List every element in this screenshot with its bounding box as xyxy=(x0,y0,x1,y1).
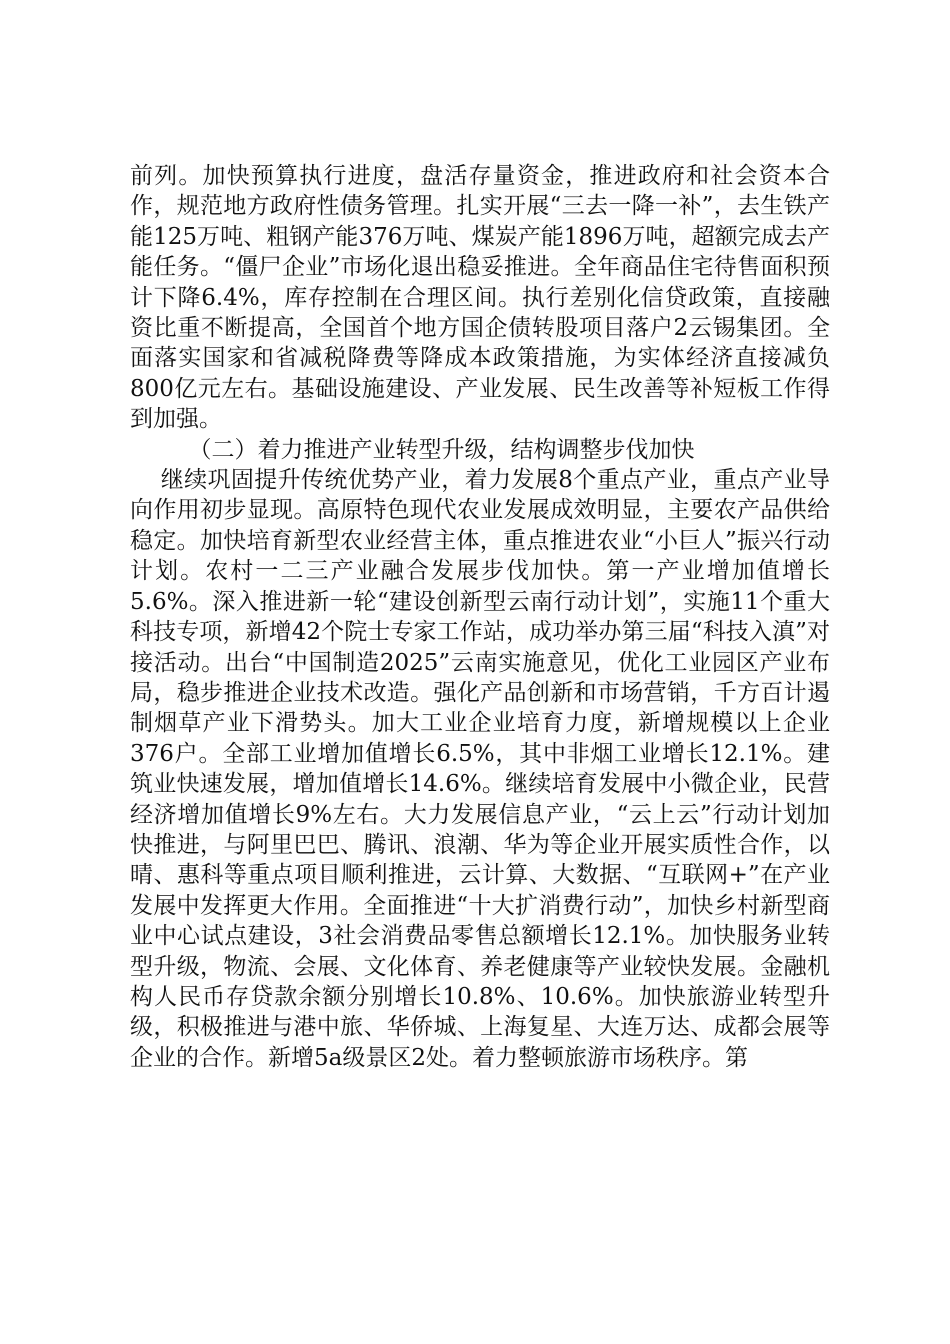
document-body xyxy=(130,161,830,1073)
paragraph-industry-upgrade xyxy=(130,465,830,1073)
paragraph-fiscal-measures: 前列。加快预算执行进度，盘活存量资金，推进政府和社会资本合作，规范地方政府性债务管理。扎实开展“三去一降一补”，去生铁产能125万吨、粗钢产能376万吨、煤炭产能1896万吨，超额完成去产能任务。“僵尸企业”市场化退出稳妥推进。全年商品住宅待售面积预计下降6.4%，库存控制在合理区间。执行差别化信贷政策，直接融资比重不断提高，全国首个地方国企债转股项目落户2云锡集团。全面落实国家和省减税降费等降成本政策措施，为实体经济直接减负800亿元左右。基础设施建设、产业发展、民生改善等补短板工作得到加强。 xyxy=(130,163,830,433)
paragraph-industry-upgrade-text: 继续巩固提升传统优势产业，着力发展8个重点产业，重点产业导向作用初步显现。高原特色现代农业发展成效明显，主要农产品供给稳定。加快培育新型农业经营主体，重点推进农业“小巨人”振兴行动计划。农村一二三产业融合发展步伐加快。第一产业增加值增长5.6%。深入推进新一轮“建设创新型云南行动计划”，实施11个重大科技专项，新增42个院士专家工作站，成功举办第三届“科技入滇”对接活动。出台“中国制造2025”云南实施意见，优化工业园区产业布局，稳步推进企业技术改造。强化产品创新和市场营销，千方百计遏制烟草产业下滑势头。加大工业企业培育力度，新增规模以上企业376户。全部工业增加值增长6.5%，其中非烟工业增长12.1%。建筑业快速发展，增加值增长14.6%。继续培育发展中小微企业，民营经济增加值增长9%左右。大力发展信息产业，“云上云”行动计划加快推进，与阿里巴巴、腾讯、浪潮、华为等企业开展实质性合作，以晴、惠科等重点项目顺利推进，云计算、大数据、“互联网+”在产业发展中发挥更大作用。全面推进“十大扩消费行动”，加快乡村新型商业中心试点建设，3社会消费品零售总额增长12.1%。加快服务业转型升级，物流、会展、文化体育、养老健康等产业较快发展。金融机构人民币存贷款余额分别增长10.8%、10.6%。加快旅游业转型升级，积极推进与港中旅、华侨城、上海复星、大连万达、成都会展等企业的合作。新增5a级景区2处。着力整顿旅游市场秩序。第 xyxy=(130,467,830,1071)
section-heading xyxy=(130,435,830,465)
section-heading-text: （二）着力推进产业转型升级，结构调整步伐加快 xyxy=(188,436,695,463)
